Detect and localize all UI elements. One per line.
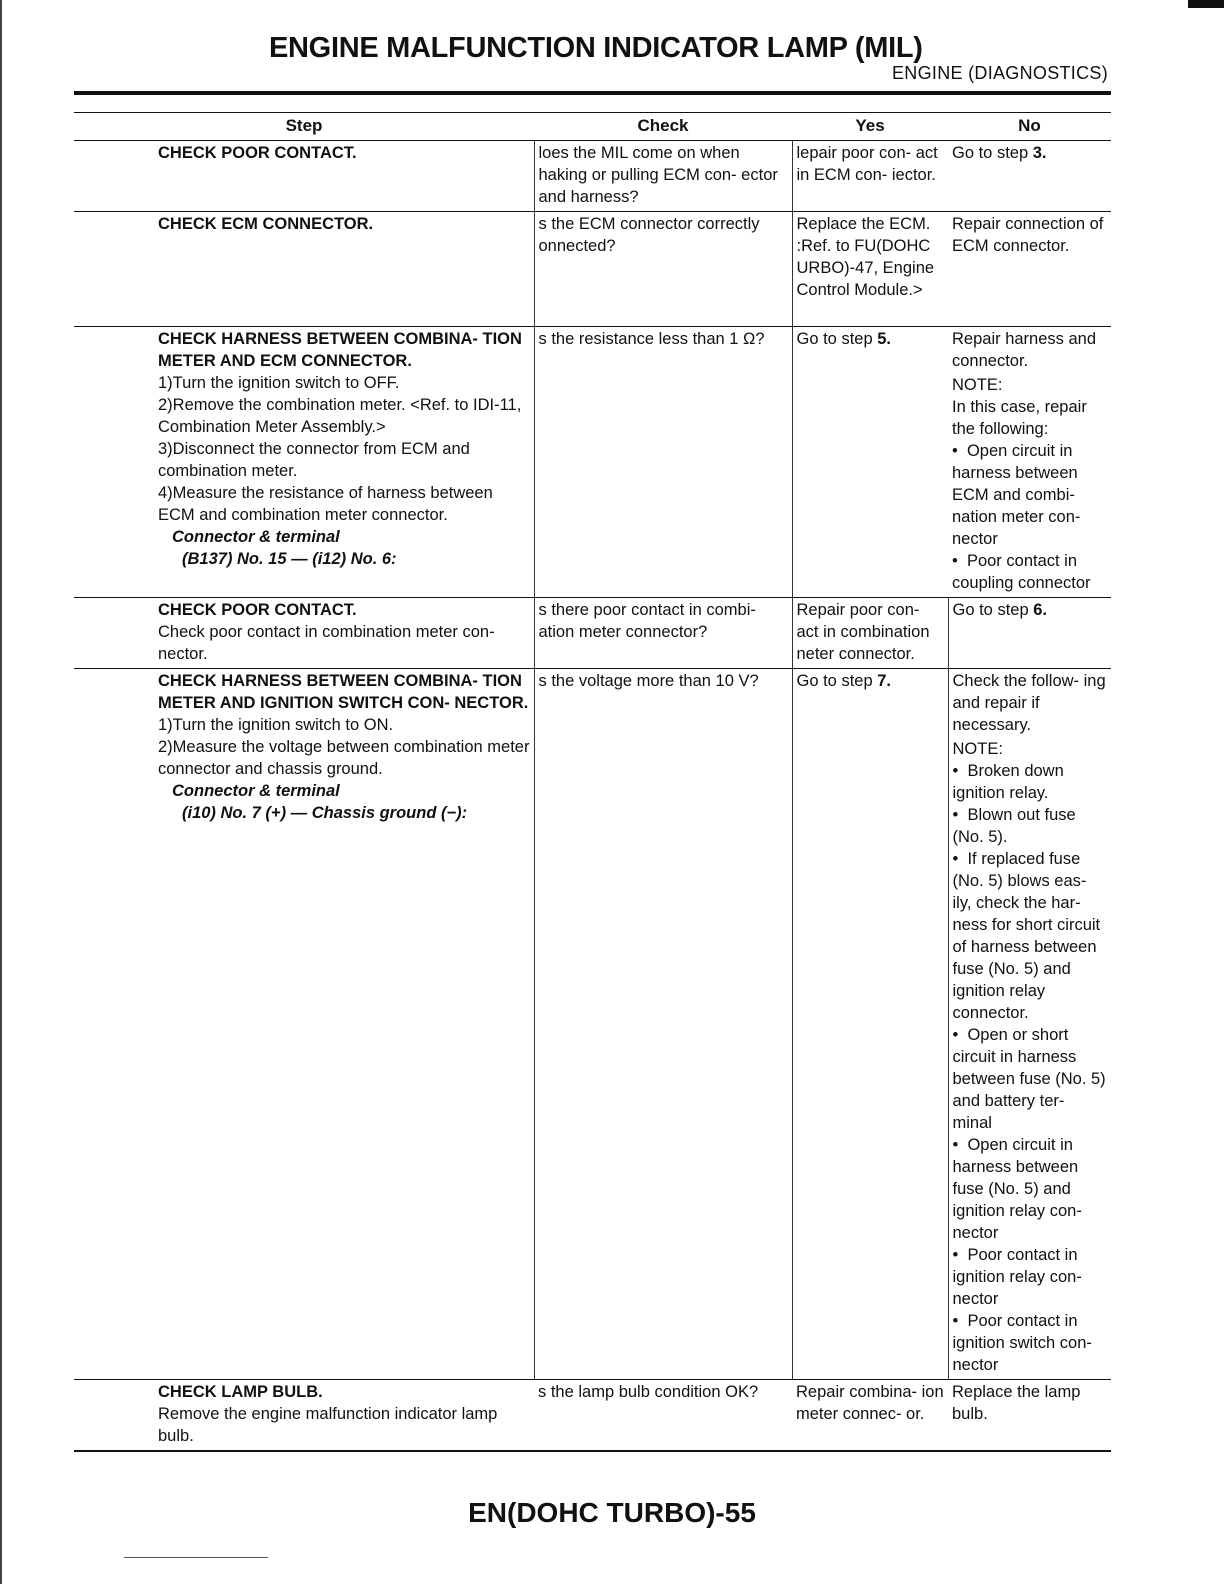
no-step-ref: 6. bbox=[1033, 601, 1047, 619]
table-header-row bbox=[74, 113, 1111, 141]
table-row bbox=[74, 327, 1111, 598]
no-cell: Repair connection of ECM connector. bbox=[948, 212, 1111, 327]
step-description: Check poor contact in combination meter con- nector. bbox=[158, 623, 495, 663]
step-instruction: 4)Measure the resistance of harness between ECM and combination meter connector. bbox=[158, 484, 493, 524]
section-subtitle: ENGINE (DIAGNOSTICS) bbox=[891, 63, 1108, 83]
step-number-cell bbox=[74, 669, 152, 1380]
yes-cell: Repair poor con- act in combination neter connector. bbox=[792, 598, 948, 669]
header-rule bbox=[74, 91, 1111, 95]
no-cell: Replace the lamp bulb. bbox=[948, 1380, 1111, 1452]
step-number-cell bbox=[74, 327, 152, 598]
col-header-step: Step bbox=[74, 113, 534, 141]
footer-rule bbox=[124, 1557, 268, 1558]
no-text: Go to step bbox=[952, 601, 1034, 619]
check-cell: s the lamp bulb condition OK? bbox=[534, 1380, 792, 1452]
step-cell bbox=[152, 669, 534, 1380]
page-title: ENGINE MALFUNCTION INDICATOR LAMP (MIL) bbox=[269, 32, 923, 64]
note-item: • Poor contact in coupling connector bbox=[952, 550, 1107, 594]
yes-cell bbox=[792, 669, 948, 1380]
table-row bbox=[74, 598, 1111, 669]
no-cell bbox=[948, 327, 1111, 598]
step-title: CHECK HARNESS BETWEEN COMBINA- TION METER AND ECM CONNECTOR. bbox=[158, 330, 522, 370]
note-item: • Open or short circuit in harness between fuse (No. 5) and battery ter- minal bbox=[953, 1024, 1108, 1134]
yes-text: Go to step bbox=[796, 672, 878, 690]
note-item: • If replaced fuse (No. 5) blows eas- ily, check the har- ness for short circuit of harness between fuse (No. 5) and ignition relay connector. bbox=[953, 848, 1108, 1024]
yes-cell: Repair combina- ion meter connec- or. bbox=[792, 1380, 948, 1452]
step-title: CHECK POOR CONTACT. bbox=[158, 601, 357, 619]
step-description: Remove the engine malfunction indicator lamp bulb. bbox=[158, 1405, 498, 1445]
scan-left-edge bbox=[0, 0, 2, 1584]
check-cell: s the resistance less than 1 Ω? bbox=[534, 327, 792, 598]
step-instruction: 3)Disconnect the connector from ECM and combination meter. bbox=[158, 440, 470, 480]
step-title: CHECK ECM CONNECTOR. bbox=[158, 215, 374, 233]
no-action: Repair harness and connector. bbox=[952, 330, 1097, 370]
step-title: CHECK HARNESS BETWEEN COMBINA- TION METER AND IGNITION SWITCH CON- NECTOR. bbox=[158, 672, 529, 712]
step-instruction: 2)Measure the voltage between combination meter connector and chassis ground. bbox=[158, 738, 530, 778]
diagnostic-table bbox=[74, 112, 1111, 1452]
note-item: • Broken down ignition relay. bbox=[953, 760, 1108, 804]
yes-step-ref: 5. bbox=[877, 330, 891, 348]
page-footer-label: EN(DOHC TURBO)-55 bbox=[468, 1497, 756, 1528]
yes-cell bbox=[792, 327, 948, 598]
step-cell bbox=[152, 327, 534, 598]
col-header-no: No bbox=[948, 113, 1111, 141]
note-label: NOTE: bbox=[952, 376, 1003, 394]
step-title: CHECK POOR CONTACT. bbox=[158, 144, 357, 162]
yes-cell: Replace the ECM. :Ref. to FU(DOHC URBO)-47, Engine Control Module.> bbox=[792, 212, 948, 327]
corner-crop-mark bbox=[1188, 0, 1224, 8]
note-intro: In this case, repair the following: bbox=[952, 398, 1087, 438]
step-instruction: 2)Remove the combination meter. <Ref. to IDI-11, Combination Meter Assembly.> bbox=[158, 396, 522, 436]
no-cell bbox=[948, 141, 1111, 212]
check-cell: s the voltage more than 10 V? bbox=[534, 669, 792, 1380]
check-cell: s the ECM connector correctly onnected? bbox=[534, 212, 792, 327]
table-row bbox=[74, 669, 1111, 1380]
step-instruction: 1)Turn the ignition switch to OFF. bbox=[158, 374, 400, 392]
table-row bbox=[74, 212, 1111, 327]
step-cell bbox=[152, 212, 534, 327]
connector-label: Connector & terminal bbox=[172, 782, 340, 800]
connector-terminal: (B137) No. 15 — (i12) No. 6: bbox=[182, 550, 397, 568]
connector-label: Connector & terminal bbox=[172, 528, 340, 546]
note-item: • Poor contact in ignition switch con- nector bbox=[953, 1310, 1108, 1376]
check-cell: loes the MIL come on when haking or pulling ECM con- ector and harness? bbox=[534, 141, 792, 212]
note-item: • Poor contact in ignition relay con- nector bbox=[953, 1244, 1108, 1310]
step-cell bbox=[152, 1380, 534, 1452]
no-step-ref: 3. bbox=[1032, 144, 1047, 162]
yes-step-ref: 7. bbox=[877, 672, 891, 690]
step-cell bbox=[152, 141, 534, 212]
no-action: Check the follow- ing and repair if necessary. bbox=[952, 672, 1106, 734]
yes-cell: lepair poor con- act in ECM con- iector. bbox=[792, 141, 948, 212]
table-row bbox=[74, 1380, 1111, 1452]
step-cell bbox=[152, 598, 534, 669]
table-row bbox=[74, 141, 1111, 212]
step-number-cell bbox=[74, 141, 152, 212]
connector-terminal: (i10) No. 7 (+) — Chassis ground (−): bbox=[182, 804, 468, 822]
check-cell: s there poor contact in combi- ation meter connector? bbox=[534, 598, 792, 669]
note-item: • Blown out fuse (No. 5). bbox=[953, 804, 1108, 848]
note-item: • Open circuit in harness between fuse (No. 5) and ignition relay con- nector bbox=[953, 1134, 1108, 1244]
step-instruction: 1)Turn the ignition switch to ON. bbox=[158, 716, 394, 734]
yes-text: Go to step bbox=[796, 330, 878, 348]
step-number-cell bbox=[74, 212, 152, 327]
col-header-yes: Yes bbox=[792, 113, 948, 141]
step-number-cell bbox=[74, 598, 152, 669]
step-title: CHECK LAMP BULB. bbox=[158, 1383, 323, 1401]
no-cell bbox=[948, 669, 1111, 1380]
step-number-cell bbox=[74, 1380, 152, 1452]
no-cell bbox=[948, 598, 1111, 669]
col-header-check: Check bbox=[534, 113, 792, 141]
note-label: NOTE: bbox=[952, 740, 1003, 758]
note-item: • Open circuit in harness between ECM and combi- nation meter con- nector bbox=[952, 440, 1107, 550]
no-text: Go to step bbox=[952, 144, 1033, 162]
